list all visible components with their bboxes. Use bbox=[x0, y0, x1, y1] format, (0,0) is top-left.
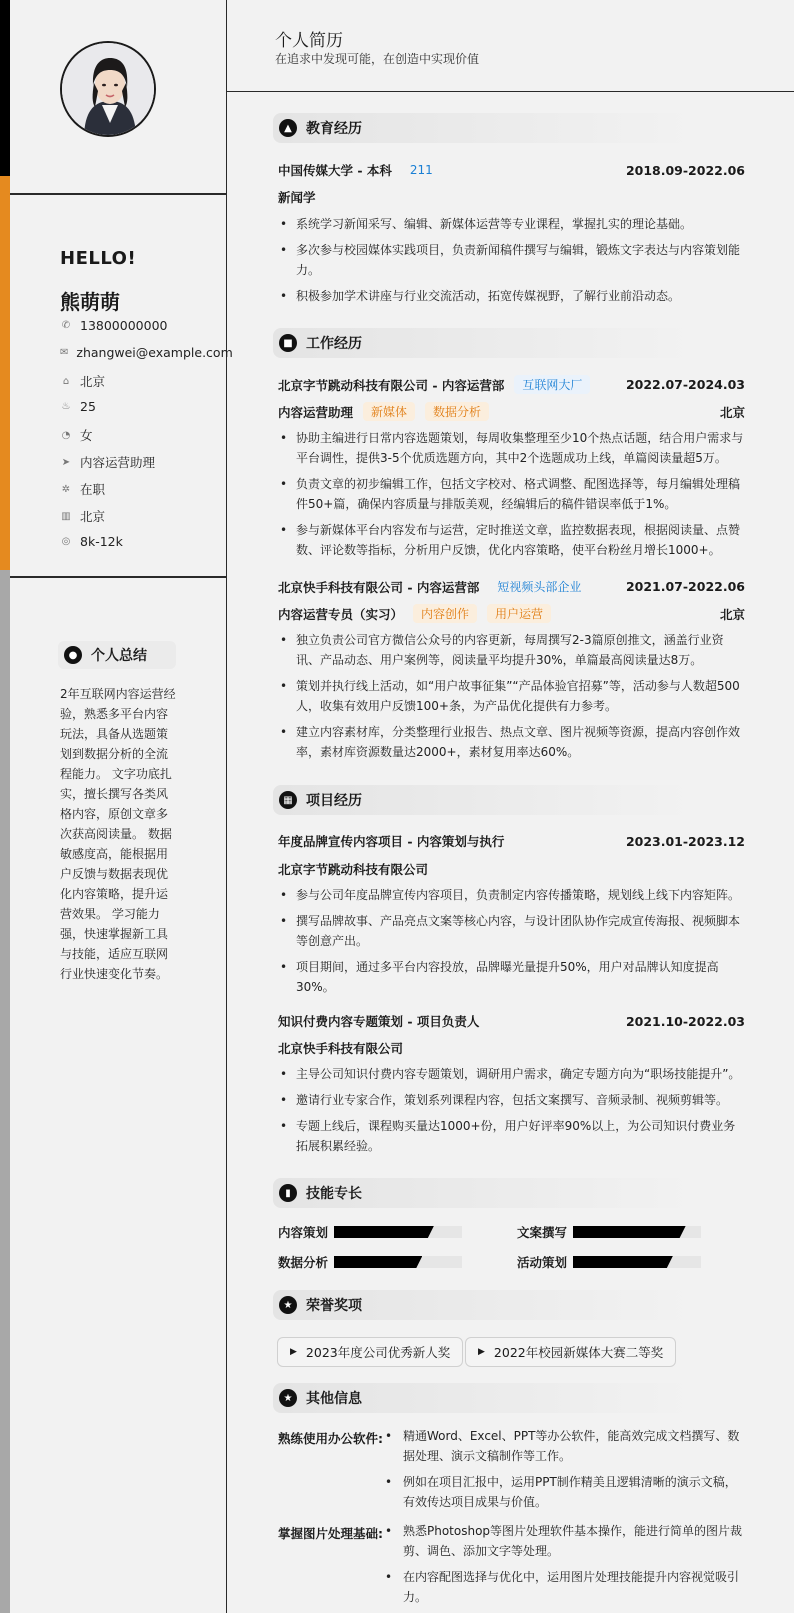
skill-item: 内容策划 bbox=[278, 1223, 462, 1241]
school-tag: 211 bbox=[409, 163, 433, 177]
info-city: ▥ 北京 bbox=[61, 509, 106, 524]
avatar bbox=[60, 41, 156, 137]
list-item: • 建立内容素材库，分类整理行业报告、热点文章、图片视频等资源，提高内容创作效率，素材库资源数量达2000+，素材复用率达60%。 bbox=[278, 722, 745, 762]
list-item: • 撰写品牌故事、产品亮点文案等核心内容，与设计团队协作完成宣传海报、视频脚本等创意产出。 bbox=[278, 911, 745, 951]
education-major: 新闻学 bbox=[278, 190, 316, 205]
company-tag: 互联网大厂 bbox=[514, 375, 590, 394]
role-tag: 内容创作 bbox=[413, 604, 477, 623]
company-tag: 短视频头部企业 bbox=[497, 580, 582, 594]
awards-heading: ★ 荣誉奖项 bbox=[273, 1290, 745, 1320]
job-2-role-row bbox=[278, 604, 745, 623]
other-group-2-bullets bbox=[383, 1521, 745, 1613]
skill-bar bbox=[573, 1226, 701, 1238]
project-1-row bbox=[278, 832, 745, 850]
info-location: ⌂ 北京 bbox=[60, 372, 220, 390]
summary-heading: ● 个人总结 bbox=[58, 641, 176, 669]
job-2-row bbox=[278, 577, 745, 596]
job-company: 北京字节跳动科技有限公司 - 内容运营部 bbox=[278, 377, 505, 393]
list-item: • 邀请行业专家合作，策划系列课程内容，包括文案撰写、音频录制、视频剪辑等。 bbox=[278, 1090, 745, 1110]
project-date: 2021.10-2022.03 bbox=[625, 1013, 745, 1029]
page-title: 个人简历 bbox=[275, 31, 343, 51]
list-item: • 负责文章的初步编辑工作，包括文字校对、格式调整、配图选择等，每月编辑处理稿件50+篇，确保内容质量与排版美观，经编辑后的稿件错误率低于1%。 bbox=[278, 474, 745, 514]
job-1-role-row bbox=[278, 402, 745, 421]
award-item[interactable]: ▶ 2022年校园新媒体大赛二等奖 bbox=[465, 1337, 676, 1367]
other-label: 掌握图片处理基础: bbox=[278, 1526, 383, 1541]
job-date: 2022.07-2024.03 bbox=[625, 377, 745, 392]
play-icon: ▶ bbox=[290, 1347, 297, 1357]
role-tag: 数据分析 bbox=[425, 402, 489, 421]
job-role: 内容运营专员（实习） bbox=[278, 606, 404, 622]
medal-icon: ★ bbox=[279, 1389, 297, 1407]
project-date: 2023.01-2023.12 bbox=[625, 833, 745, 849]
hello-text: HELLO! bbox=[60, 248, 137, 269]
other-group-1-bullets bbox=[383, 1426, 745, 1518]
home-icon: ⌂ bbox=[62, 375, 70, 387]
list-item: • 主导公司知识付费内容专题策划，调研用户需求，确定专题方向为“职场技能提升”。 bbox=[278, 1064, 745, 1084]
list-item: • 多次参与校园媒体实践项目，负责新闻稿件撰写与编辑，锻炼文字表达与内容策划能力。 bbox=[278, 240, 745, 280]
project-1-company-row bbox=[278, 860, 745, 878]
education-bullets bbox=[278, 214, 745, 312]
school-name: 中国传媒大学 - 本科 bbox=[278, 163, 392, 178]
gender-icon: ◔ bbox=[61, 429, 71, 441]
project-name: 知识付费内容专题策划 - 项目负责人 bbox=[278, 1014, 480, 1029]
info-phone: ✆ 13800000000 bbox=[61, 318, 168, 333]
info-salary: ◎ 8k-12k bbox=[61, 534, 123, 549]
list-item: • 专题上线后，课程购买量达1000+份，用户好评率90%以上，为公司知识付费业务拓展积累经验。 bbox=[278, 1116, 745, 1156]
project-2-company-row bbox=[278, 1039, 745, 1057]
grid-icon: ▦ bbox=[279, 791, 297, 809]
education-date: 2018.09-2022.06 bbox=[625, 162, 745, 178]
cake-icon: ♨ bbox=[61, 401, 71, 412]
info-gender: ◔ 女 bbox=[61, 428, 93, 443]
list-item: • 积极参加学术讲座与行业交流活动，拓宽传媒视野，了解行业前沿动态。 bbox=[278, 286, 745, 306]
user-icon: ● bbox=[64, 646, 82, 664]
job-city: 北京 bbox=[719, 404, 745, 420]
list-item: • 参与公司年度品牌宣传内容项目，负责制定内容传播策略，规划线上线下内容矩阵。 bbox=[278, 885, 745, 905]
profile-name: 熊萌萌 bbox=[60, 290, 120, 314]
project-company: 北京字节跳动科技有限公司 bbox=[278, 862, 429, 877]
building-icon: ▥ bbox=[61, 510, 71, 522]
skill-bar bbox=[334, 1256, 462, 1268]
job-city: 北京 bbox=[719, 606, 745, 622]
color-strip bbox=[0, 0, 10, 1613]
job-company: 北京快手科技有限公司 - 内容运营部 bbox=[278, 579, 480, 595]
project-company: 北京快手科技有限公司 bbox=[278, 1041, 404, 1056]
skill-bar bbox=[334, 1226, 462, 1238]
page-header bbox=[227, 0, 794, 92]
other-heading: ★ 其他信息 bbox=[273, 1383, 745, 1413]
divider bbox=[10, 193, 227, 195]
skill-item: 文案撰写 bbox=[517, 1223, 701, 1241]
bar-chart-icon: ▮ bbox=[279, 1184, 297, 1202]
info-position: ➤ 内容运营助理 bbox=[61, 455, 156, 470]
sidebar bbox=[0, 0, 233, 1613]
job-date: 2021.07-2022.06 bbox=[625, 579, 745, 594]
list-item: • 例如在项目汇报中，运用PPT制作精美且逻辑清晰的演示文稿，有效传达项目成果与价值。 bbox=[383, 1472, 745, 1512]
info-status: ✲ 在职 bbox=[61, 482, 106, 497]
skill-item: 活动策划 bbox=[517, 1253, 701, 1271]
play-icon: ▶ bbox=[478, 1347, 485, 1357]
project-2-bullets bbox=[278, 1064, 745, 1162]
skills-heading: ▮ 技能专长 bbox=[273, 1178, 745, 1208]
job-role: 内容运营助理 bbox=[278, 404, 354, 420]
phone-icon: ✆ bbox=[61, 320, 71, 331]
job-1-bullets bbox=[278, 428, 745, 566]
list-item: • 精通Word、Excel、PPT等办公软件，能高效完成文档撰写、数据处理、演示文稿制作等工作。 bbox=[383, 1426, 745, 1466]
list-item: • 参与新媒体平台内容发布与运营，定时推送文章，监控数据表现，根据阅读量、点赞数、评论数等指标，分析用户反馈，优化内容策略，使平台粉丝月增长1000+。 bbox=[278, 520, 745, 560]
send-icon: ➤ bbox=[61, 456, 71, 468]
education-major-row bbox=[278, 188, 745, 206]
role-tag: 新媒体 bbox=[363, 402, 415, 421]
graduation-cap-icon: ▲ bbox=[279, 119, 297, 137]
list-item: • 策划并执行线上活动，如“用户故事征集”“产品体验官招募”等，活动参与人数超500人，收集有效用户反馈100+条，为产品优化提供有力参考。 bbox=[278, 676, 745, 716]
briefcase-icon: ■ bbox=[279, 334, 297, 352]
page-subtitle: 在追求中发现可能，在创造中实现价值 bbox=[275, 52, 480, 66]
project-1-bullets bbox=[278, 885, 745, 1003]
job-2-bullets bbox=[278, 630, 745, 768]
money-icon: ◎ bbox=[61, 536, 71, 547]
skill-bar bbox=[573, 1256, 701, 1268]
divider bbox=[10, 576, 227, 578]
list-item: • 独立负责公司官方微信公众号的内容更新，每周撰写2-3篇原创推文，涵盖行业资讯、产品动态、用户案例等，阅读量平均提升30%，单篇最高阅读量达8万。 bbox=[278, 630, 745, 670]
summary-text: 2年互联网内容运营经验，熟悉多平台内容玩法，具备从选题策划到数据分析的全流程能力。 文字功底扎实，擅长撰写各类风格内容，原创文章多次获高阅读量。 数据敏感度高，能根据用户反馈与数据表现优化内容策略，提升运营效果。 学习能力强，快速掌握新工具与技能，适应互联网行业快速变化节奏。 bbox=[60, 687, 176, 981]
list-item: • 项目期间，通过多平台内容投放，品牌曝光量提升50%，用户对品牌认知度提高30%。 bbox=[278, 957, 745, 997]
list-item: • 在内容配图选择与优化中，运用图片处理技能提升内容视觉吸引力。 bbox=[383, 1567, 745, 1607]
list-item: • 系统学习新闻采写、编辑、新媒体运营等专业课程，掌握扎实的理论基础。 bbox=[278, 214, 745, 234]
list-item: • 协助主编进行日常内容选题策划，每周收集整理至少10个热点话题，结合用户需求与平台调性，提供3-5个优质选题方向，其中2个选题成功上线，单篇阅读量超5万。 bbox=[278, 428, 745, 468]
status-icon: ✲ bbox=[61, 483, 71, 495]
education-row bbox=[278, 161, 745, 179]
projects-heading: ▦ 项目经历 bbox=[273, 785, 745, 815]
work-heading: ■ 工作经历 bbox=[273, 328, 745, 358]
award-item[interactable]: ▶ 2023年度公司优秀新人奖 bbox=[277, 1337, 463, 1367]
info-email: ✉ zhangwei@example.com bbox=[60, 345, 233, 360]
medal-icon: ★ bbox=[279, 1296, 297, 1314]
other-label: 熟练使用办公软件: bbox=[278, 1431, 383, 1446]
education-heading: ▲ 教育经历 bbox=[273, 113, 745, 143]
mail-icon: ✉ bbox=[60, 347, 69, 358]
skill-item: 数据分析 bbox=[278, 1253, 462, 1271]
info-age: ♨ 25 bbox=[61, 399, 96, 414]
role-tag: 用户运营 bbox=[487, 604, 551, 623]
project-2-row bbox=[278, 1012, 745, 1030]
list-item: • 熟悉Photoshop等图片处理软件基本操作，能进行简单的图片裁剪、调色、添加文字等处理。 bbox=[383, 1521, 745, 1561]
job-1-row bbox=[278, 375, 745, 394]
project-name: 年度品牌宣传内容项目 - 内容策划与执行 bbox=[278, 834, 505, 849]
